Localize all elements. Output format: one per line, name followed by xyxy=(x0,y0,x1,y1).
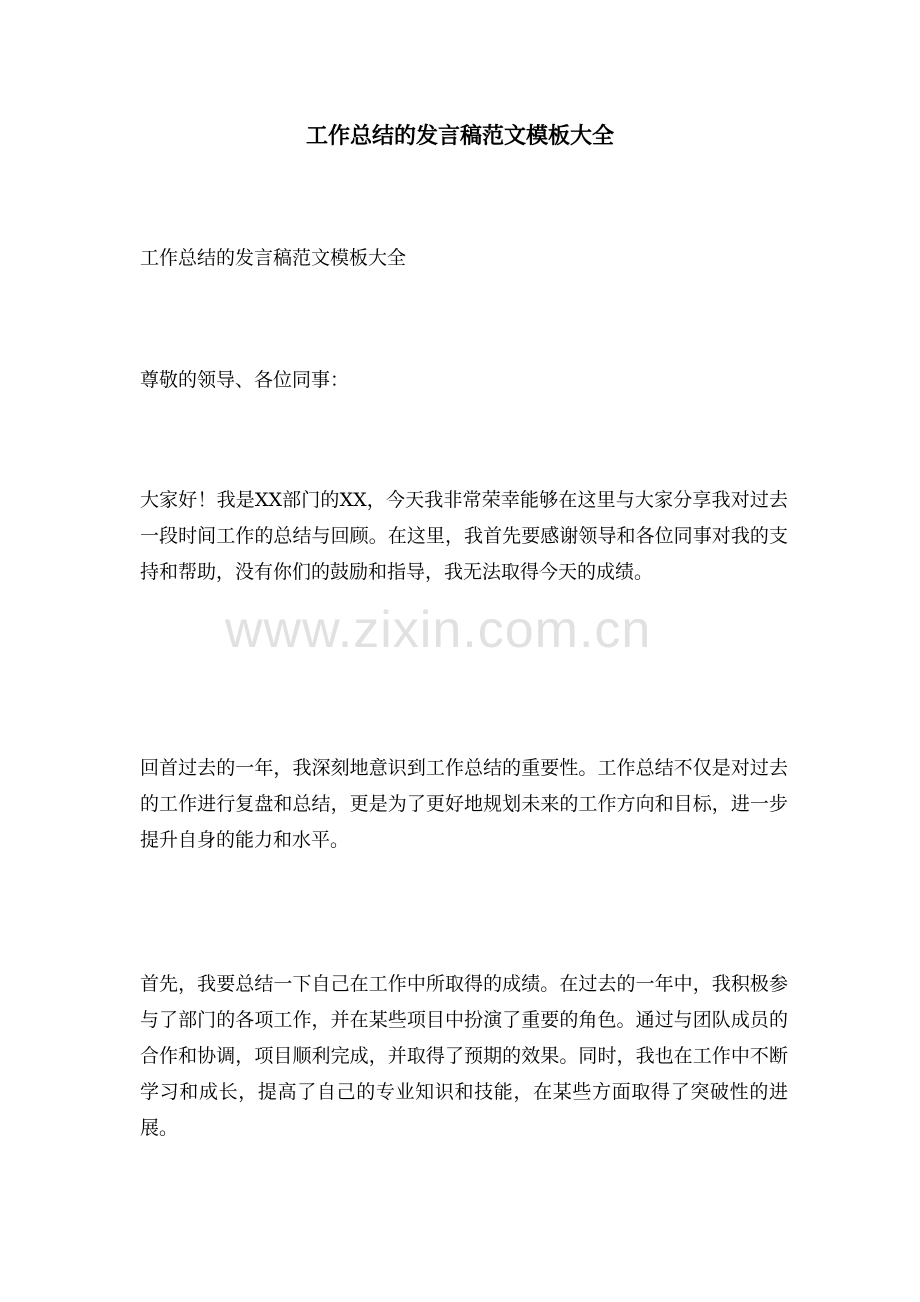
paragraph-reflection: 回首过去的一年，我深刻地意识到工作总结的重要性。工作总结不仅是对过去的工作进行复盘和总结，更是为了更好地规划未来的工作方向和目标，进一步提升自身的能力和水平。 xyxy=(140,757,788,851)
document-subtitle: 工作总结的发言稿范文模板大全 xyxy=(140,247,407,269)
watermark-text: www.zixin.com.cn xyxy=(225,601,652,659)
salutation: 尊敬的领导、各位同事： xyxy=(140,369,350,391)
paragraph-greeting: 大家好！我是XX部门的XX，今天我非常荣幸能够在这里与大家分享我对过去一段时间工作的总结与回顾。在这里，我首先要感谢领导和各位同事对我的支持和帮助，没有你们的鼓励和指导，我无法取得今天的成绩。 xyxy=(140,489,788,583)
paragraph-achievements: 首先，我要总结一下自己在工作中所取得的成绩。在过去的一年中，我积极参与了部门的各项工作，并在某些项目中扮演了重要的角色。通过与团队成员的合作和协调，项目顺利完成，并取得了预期的效果。同时，我也在工作中不断学习和成长，提高了自己的专业知识和技能，在某些方面取得了突破性的进展。 xyxy=(140,973,788,1139)
document-title: 工作总结的发言稿范文模板大全 xyxy=(305,123,614,149)
